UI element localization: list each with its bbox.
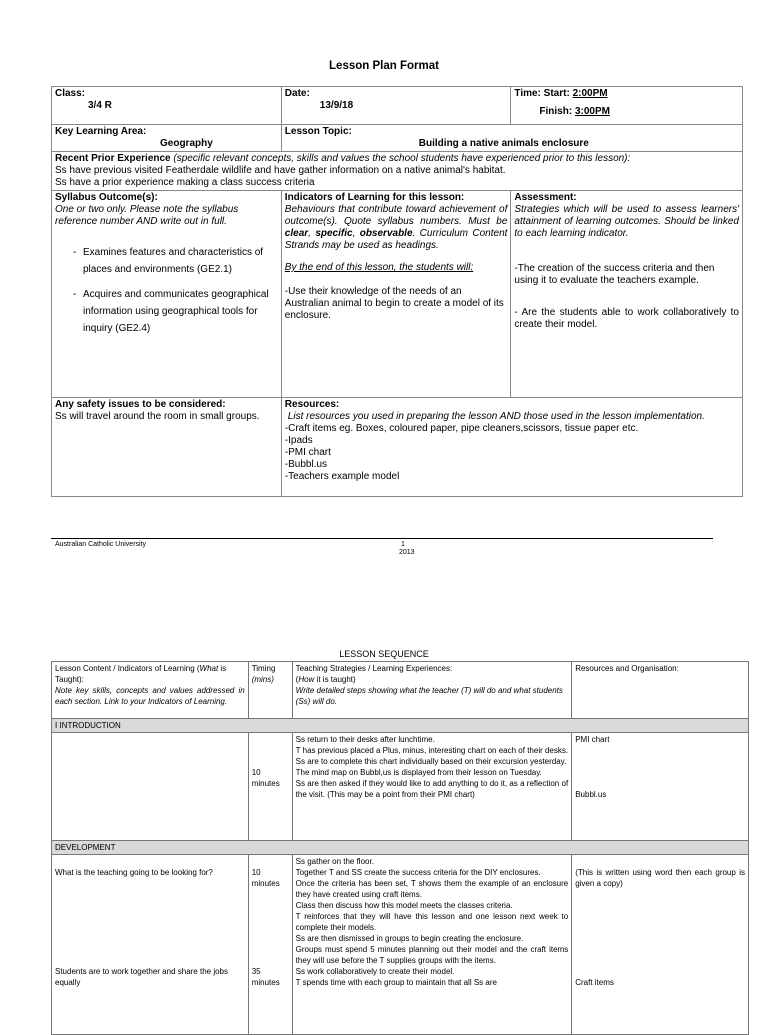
time-finish-label: Finish:	[539, 106, 573, 117]
date-label: Date:	[284, 88, 310, 99]
prior-experience-cell	[52, 152, 743, 191]
prior-note: (specific relevant concepts, skills and values the school students have experienced prior to this lesson):	[173, 153, 631, 164]
time-finish-value: 3:00PM	[574, 106, 610, 117]
resource-item: -Ipads	[284, 435, 313, 446]
intro-steps: Ss return to their desks after lunchtime. T has previous placed a Plus, minus, interesting chart on each of their desks. Ss are to complete this chart individually based on their excursion yesterday. The mind map on Bubbl,us is displayed from their lesson on Tuesday. Ss are then asked if they would like to add anything to do it, as a reflection of the visit. (This may be a point from their PMI chart)	[292, 733, 572, 841]
indicators-label: Indicators of Learning for this lesson:	[284, 192, 465, 203]
lesson-plan-table	[51, 86, 743, 497]
time-start-label: Time: Start:	[514, 88, 570, 99]
section-development: DEVELOPMENT	[52, 841, 749, 855]
header-strategies: Teaching Strategies / Learning Experiences: (How it is taught) Write detailed steps showing what the teacher (T) will do and what students (Ss) will do.	[292, 662, 572, 719]
date-cell	[281, 87, 511, 125]
dev-content: What is the teaching going to be looking for? Students are to work together and share the jobs equally	[52, 855, 249, 1035]
header-content-note: Note key skills, concepts and values addressed in each section. Link to your Indicators of Learning.	[55, 686, 245, 706]
footer-rule	[51, 538, 713, 539]
indicator-text: -Use their knowledge of the needs of an Australian animal to begin to create a model of its enclosure.	[284, 286, 504, 321]
indicators-note: Behaviours that contribute toward achievement of outcome(s). Quote syllabus numbers. Must be clear, specific, observable. Curriculum Content Strands may be used as headings.	[284, 204, 508, 251]
safety-cell	[52, 398, 282, 497]
footer-university: Australian Catholic University	[55, 541, 147, 548]
topic-label: Lesson Topic:	[284, 126, 352, 137]
footer-page-number: 1	[401, 541, 405, 548]
prior-line-2: Ss have a prior experience making a class success criteria	[55, 177, 315, 188]
resource-item: -Bubbl.us	[284, 459, 328, 470]
resources-label: Resources:	[284, 399, 340, 410]
indicators-cell	[281, 191, 511, 398]
assessment-item-2: - Are the students able to work collaboratively to create their model.	[514, 307, 739, 330]
by-end-heading: By the end of this lesson, the students will:	[284, 262, 474, 273]
header-content: Lesson Content / Indicators of Learning (What is Taught): Note key skills, concepts and values addressed in each section. Link to your Indicators of Learning.	[52, 662, 249, 719]
intro-content	[52, 733, 249, 841]
class-value: 3/4 R	[88, 100, 112, 111]
time-cell	[511, 87, 743, 125]
assessment-item-1: -The creation of the success criteria and then using it to evaluate the teachers example.	[514, 263, 715, 286]
section-introduction: I INTRODUCTION	[52, 719, 749, 733]
resources-note: List resources you used in preparing the lesson AND those used in the lesson implementation.	[287, 411, 705, 422]
topic-value: Building a native animals enclosure	[418, 138, 589, 149]
prior-label: Recent Prior Experience	[55, 153, 171, 164]
topic-cell	[281, 125, 742, 152]
kla-label: Key Learning Area:	[55, 126, 147, 137]
safety-text: Ss will travel around the room in small groups.	[55, 411, 260, 422]
class-cell	[52, 87, 282, 125]
lesson-sequence-title: LESSON SEQUENCE	[339, 649, 429, 659]
assessment-label: Assessment:	[514, 192, 577, 203]
time-start-value: 2:00PM	[572, 88, 608, 99]
header-resources: Resources and Organisation:	[572, 662, 749, 719]
syllabus-item: - Acquires and communicates geographical information using geographical tools for inquiry (GE2.4)	[73, 289, 269, 334]
intro-timing: 10 minutes	[248, 733, 292, 841]
resource-item: -PMI chart	[284, 447, 331, 458]
class-label: Class:	[55, 88, 86, 99]
prior-line-1: Ss have previous visited Featherdale wildlife and have gather information on a native animal's habitat.	[55, 165, 506, 176]
syllabus-label: Syllabus Outcome(s):	[55, 192, 158, 203]
kla-cell	[52, 125, 282, 152]
date-value: 13/9/18	[319, 100, 354, 111]
header-timing: Timing (mins)	[248, 662, 292, 719]
safety-label: Any safety issues to be considered:	[55, 399, 226, 410]
kla-value: Geography	[160, 138, 213, 149]
footer-year: 2013	[399, 549, 415, 556]
resources-cell	[281, 398, 742, 497]
resource-item: -Teachers example model	[284, 471, 400, 482]
syllabus-note: One or two only. Please note the syllabus reference number AND write out in full.	[55, 204, 239, 227]
assessment-cell	[511, 191, 743, 398]
syllabus-item: - Examines features and characteristics of places and environments (GE2.1)	[73, 247, 264, 275]
intro-resources: PMI chart Bubbl.us	[572, 733, 749, 841]
header-strategies-note: Write detailed steps showing what the teacher (T) will do and what students (Ss) will do.	[295, 686, 563, 706]
dev-steps: Ss gather on the floor. Together T and SS create the success criteria for the DIY enclosures. Once the criteria has been set, T shows them the example of an enclosure they have created using craft items. Class then discuss how this model meets the classes criteria. T reinforces that they will have this lesson and one lesson next week to complete their models. Ss are then dismissed in groups to begin creating the enclosure. Groups must spend 5 minutes planning out their model and the craft items they will use before the T supplies groups with the items. Ss work collaboratively to create their model. T spends time with each group to maintain that all Ss are	[292, 855, 572, 1035]
dev-resources: (This is written using word then each group is given a copy) Craft items	[572, 855, 749, 1035]
page-title: Lesson Plan Format	[329, 60, 439, 72]
resource-item: -Craft items eg. Boxes, coloured paper, pipe cleaners,scissors, tissue paper etc.	[284, 423, 639, 434]
assessment-note: Strategies which will be used to assess learners' attainment of learning outcomes. Should be linked to each learning indicator.	[514, 204, 739, 239]
lesson-sequence-table	[51, 661, 749, 1035]
syllabus-cell	[52, 191, 282, 398]
dev-timing: 10 minutes 35 minutes	[248, 855, 292, 1035]
